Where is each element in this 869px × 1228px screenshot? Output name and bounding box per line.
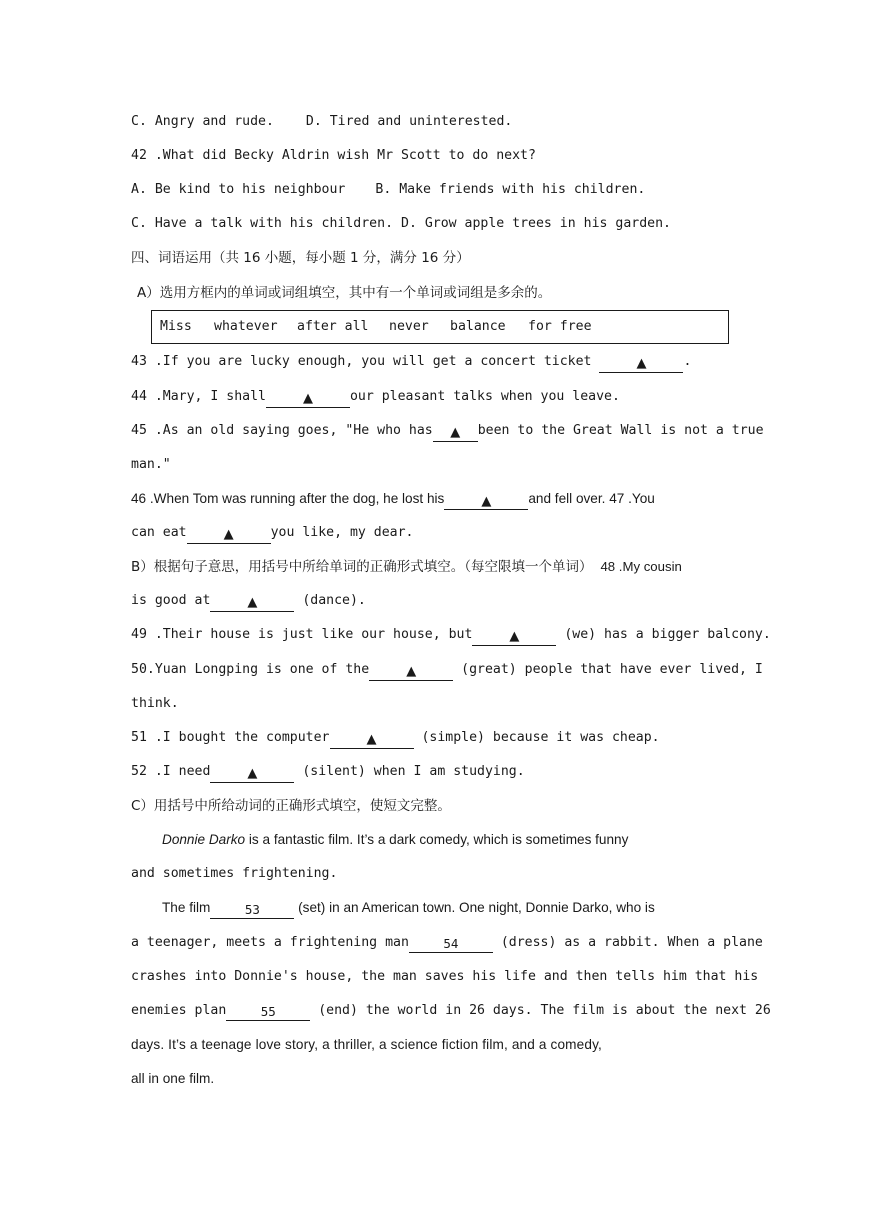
blank-triangle-icon: ▲	[366, 732, 377, 747]
answer-blank-44[interactable]	[266, 391, 350, 408]
passage-p2-line6: all in one film.	[131, 1071, 215, 1086]
passage-p2-line2: a teenager, meets a frightening man 54 (dress) as a rabbit. When a plane	[131, 935, 763, 951]
question-50-continued: think.	[131, 696, 179, 711]
blank-triangle-icon: ▲	[247, 766, 258, 781]
answer-blank-43[interactable]	[599, 356, 683, 373]
passage-p1-line2: and sometimes frightening.	[131, 866, 338, 881]
word-box-item: for free	[528, 319, 592, 334]
answer-blank-45[interactable]	[433, 425, 478, 442]
question-47-number: 47 .You	[609, 491, 655, 506]
answer-blank-52[interactable]	[210, 766, 294, 783]
question-47: can eat ▲ you like, my dear.	[131, 525, 414, 542]
section-b-line	[131, 550, 737, 584]
blank-triangle-icon: ▲	[509, 629, 520, 644]
answer-blank-47[interactable]	[187, 527, 271, 544]
q42-options-cd	[131, 207, 737, 241]
answer-blank-50[interactable]	[369, 664, 453, 681]
q42-options-ab	[131, 173, 737, 207]
q41-options-cd	[131, 105, 737, 139]
answer-blank-48[interactable]	[210, 595, 294, 612]
blank-triangle-icon: ▲	[481, 494, 492, 509]
q42-option-c: C. Have a talk with his children.	[131, 216, 394, 231]
q42-stem: 42 .What did Becky Aldrin wish Mr Scott to do next?	[131, 148, 536, 163]
question-43: 43 .If you are lucky enough, you will get a concert ticket ▲ .	[131, 354, 692, 371]
q42-option-a: A. Be kind to his neighbour	[131, 182, 346, 197]
answer-blank-55[interactable]: 55	[226, 1004, 310, 1021]
word-box	[151, 310, 729, 344]
question-45-continued: man."	[131, 457, 171, 472]
word-box-item: whatever	[214, 319, 278, 334]
word-box-item: Miss	[160, 319, 192, 334]
question-51: 51 .I bought the computer ▲ (simple) because it was cheap.	[131, 730, 660, 747]
q42-option-d: D. Grow apple trees in his garden.	[401, 216, 671, 231]
answer-blank-49[interactable]	[472, 629, 556, 646]
question-44: 44 .Mary, I shall ▲ our pleasant talks when you leave.	[131, 389, 620, 406]
section-c-instruction: C）用括号中所给动词的正确形式填空，使短文完整。	[131, 798, 451, 814]
blank-triangle-icon: ▲	[302, 391, 313, 406]
answer-blank-51[interactable]	[330, 732, 414, 749]
q42-option-b: B. Make friends with his children.	[375, 182, 646, 197]
question-48: is good at ▲ (dance).	[131, 593, 366, 610]
word-box-item: balance	[450, 319, 506, 334]
question-50: 50.Yuan Longping is one of the ▲ (great) people that have ever lived, I	[131, 662, 763, 679]
answer-blank-53[interactable]: 53	[210, 902, 294, 919]
answer-blank-46[interactable]	[444, 493, 528, 510]
passage-p2-line3: crashes into Donnie's house, the man saves his life and then tells him that his	[131, 969, 759, 984]
film-title: Donnie Darko	[162, 832, 246, 847]
question-45: 45 .As an old saying goes, "He who has ▲ been to the Great Wall is not a true	[131, 423, 764, 440]
question-48-number: 48 .My cousin	[600, 559, 682, 574]
blank-triangle-icon: ▲	[406, 664, 417, 679]
passage-p2-line4: enemies plan 55 (end) the world in 26 days. The film is about the next 26	[131, 1003, 771, 1019]
blank-triangle-icon: ▲	[450, 425, 461, 440]
q41-option-d: D. Tired and uninterested.	[305, 114, 513, 129]
blank-triangle-icon: ▲	[636, 356, 647, 371]
word-box-item: after all	[297, 319, 369, 334]
passage-p2-line5: days. It’s a teenage love story, a thriller, a science fiction film, and a comedy,	[131, 1037, 602, 1052]
answer-blank-54[interactable]: 54	[409, 936, 493, 953]
question-52: 52 .I need ▲ (silent) when I am studying.	[131, 764, 525, 781]
passage-p2-line1: The film 53 (set) in an American town. One night, Donnie Darko, who is	[162, 900, 655, 917]
passage-p1-line1: Donnie Darko is a fantastic film. It’s a dark comedy, which is sometimes funny	[162, 832, 629, 847]
q41-option-c: C. Angry and rude.	[131, 114, 274, 129]
blank-triangle-icon: ▲	[247, 595, 258, 610]
question-46: 46 .When Tom was running after the dog, he lost his ▲ and fell over. 47 .You	[131, 491, 655, 509]
section-b-instruction: B）根据句子意思，用括号中所给单词的正确形式填空。（每空限填一个单词）	[131, 559, 593, 575]
blank-triangle-icon: ▲	[223, 527, 234, 542]
section-4-title: 四、词语运用（共 16 小题，每小题 1 分，满分 16 分）	[131, 250, 470, 266]
word-box-item: never	[389, 319, 429, 334]
question-49: 49 .Their house is just like our house, but ▲ (we) has a bigger balcony.	[131, 627, 771, 644]
section-a-instruction: A）选用方框内的单词或词组填空，其中有一个单词或词组是多余的。	[137, 285, 552, 301]
